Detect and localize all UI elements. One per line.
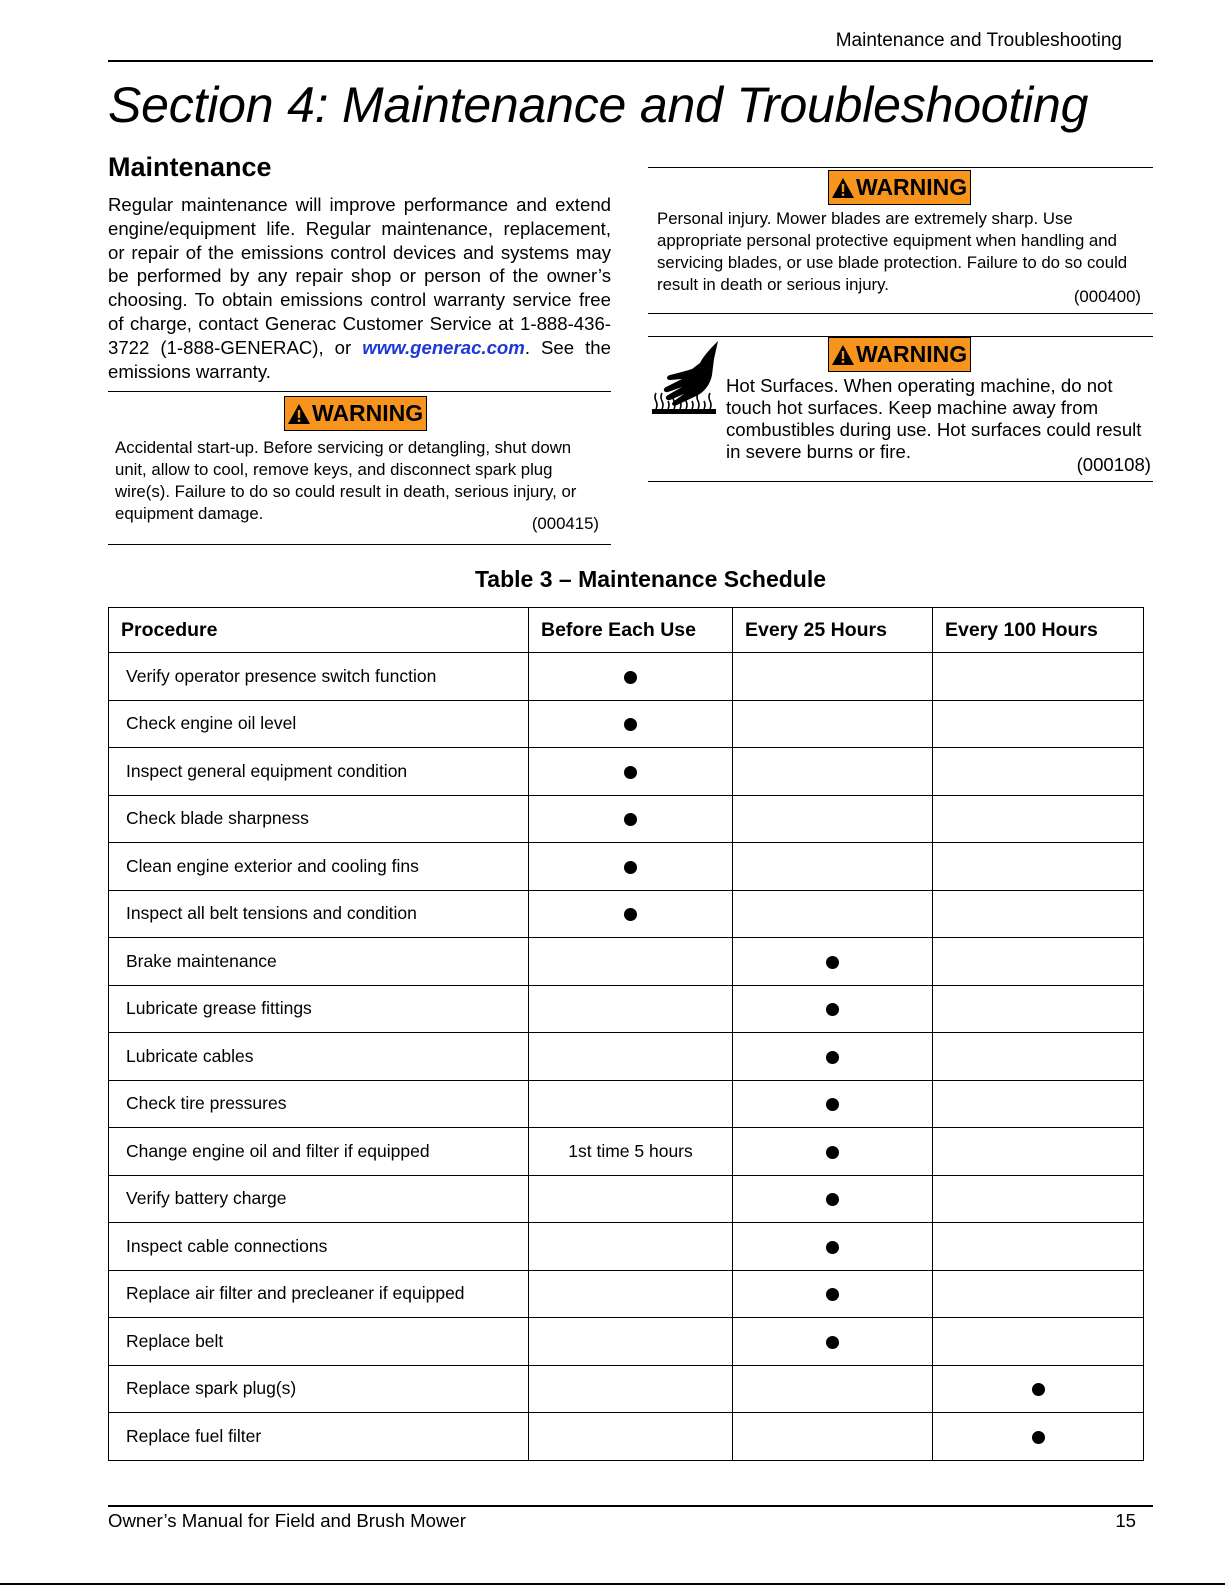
warning-text: Personal injury. Mower blades are extremely sharp. Use appropriate personal protective equipment when handling and servicing blades, or use blade protection. Failure to do so could result in death or serious injury. [657,209,1128,294]
table-header-row [109,608,1144,653]
procedure-cell: Replace spark plug(s) [109,1365,529,1413]
schedule-cell-every-100 [933,653,1144,701]
warning-text: Hot Surfaces. When operating machine, do not touch hot surfaces. Keep machine away from combustibles during use. Hot surfaces could result in severe burns or fire. [726,375,1142,462]
bullet-mark [624,813,637,826]
table-row [109,890,1144,938]
schedule-cell-every-25 [733,700,933,748]
schedule-cell-every-100 [933,795,1144,843]
bullet-mark [624,861,637,874]
schedule-cell-every-100 [933,1365,1144,1413]
procedure-cell: Lubricate grease fittings [109,985,529,1033]
column-header-before-each-use: Before Each Use [529,608,733,653]
schedule-cell-every-25 [733,1033,933,1081]
schedule-cell-before-each-use [529,843,733,891]
section-title: Section 4: Maintenance and Troubleshooting [108,77,1089,133]
procedure-cell: Check blade sharpness [109,795,529,843]
footer-rule [108,1505,1153,1507]
schedule-note: 1st time 5 hours [568,1140,693,1161]
schedule-cell-every-100 [933,1080,1144,1128]
bullet-mark [826,1193,839,1206]
schedule-cell-every-100 [933,938,1144,986]
warning-code: (000108) [1076,454,1151,475]
running-header: Maintenance and Troubleshooting [835,30,1122,51]
schedule-cell-every-25 [733,843,933,891]
generac-website-link[interactable]: www.generac.com [362,336,525,358]
table-title: Table 3 – Maintenance Schedule [474,566,827,592]
schedule-cell-every-25 [733,985,933,1033]
schedule-cell-before-each-use [529,890,733,938]
table-row [109,1270,1144,1318]
schedule-cell-every-25 [733,1223,933,1271]
table-row [109,795,1144,843]
page-number: 15 [1115,1510,1136,1531]
column-header-every-25-hours: Every 25 Hours [733,608,933,653]
warning-accidental-startup [108,391,611,545]
header-rule [108,60,1153,62]
bullet-mark [624,671,637,684]
bullet-mark [1032,1383,1045,1396]
warning-label: WARNING [856,174,968,200]
procedure-cell: Clean engine exterior and cooling fins [109,843,529,891]
procedure-cell: Verify operator presence switch function [109,653,529,701]
table-body [109,653,1144,1461]
column-header-procedure: Procedure [109,608,529,653]
schedule-cell-before-each-use [529,1128,733,1176]
table-row [109,748,1144,796]
schedule-cell-before-each-use [529,653,733,701]
bullet-mark [826,956,839,969]
schedule-cell-every-25 [733,1413,933,1461]
table-row [109,938,1144,986]
schedule-cell-before-each-use [529,748,733,796]
bullet-mark [826,1051,839,1064]
schedule-cell-before-each-use [529,985,733,1033]
bullet-mark [826,1146,839,1159]
table-row [109,1223,1144,1271]
procedure-cell: Check engine oil level [109,700,529,748]
warning-label: WARNING [856,341,968,367]
procedure-cell: Inspect general equipment condition [109,748,529,796]
alert-triangle-icon [831,344,855,366]
procedure-cell: Check tire pressures [109,1080,529,1128]
schedule-cell-every-100 [933,1128,1144,1176]
column-header-every-100-hours: Every 100 Hours [933,608,1144,653]
schedule-cell-before-each-use [529,1270,733,1318]
schedule-cell-every-100 [933,890,1144,938]
schedule-cell-every-25 [733,748,933,796]
procedure-cell: Lubricate cables [109,1033,529,1081]
bullet-mark [1032,1431,1045,1444]
schedule-cell-before-each-use [529,1080,733,1128]
procedure-cell: Inspect all belt tensions and condition [109,890,529,938]
schedule-cell-every-25 [733,1365,933,1413]
table-row [109,1128,1144,1176]
warning-text: Accidental start-up. Before servicing or detangling, shut down unit, allow to cool, remove keys, and disconnect spark plug wire(s). Failure to do so could result in death, serious injury, or equipment damage. [115,438,577,523]
schedule-cell-before-each-use [529,1413,733,1461]
schedule-cell-before-each-use [529,1318,733,1366]
maintenance-text-end: . See the emissions warranty. [108,336,611,382]
maintenance-text: Regular maintenance will improve performance and extend engine/equipment life. Regular maintenance, replacement, or repair of the emissions control devices and systems may be performed by any repair shop or person of the owner’s choosing. To obtain emissions control warranty service free of charge, contact Generac Customer Service at 1-888-436-3722 (1-888-GENERAC), or [108,194,611,358]
schedule-cell-every-25 [733,1318,933,1366]
table-row [109,1175,1144,1223]
schedule-cell-every-25 [733,1270,933,1318]
procedure-cell: Replace belt [109,1318,529,1366]
maintenance-paragraph [108,193,611,383]
schedule-cell-every-100 [933,1033,1144,1081]
hot-surface-icon [652,339,720,415]
warning-hot-surfaces [648,336,1153,482]
procedure-cell: Verify battery charge [109,1175,529,1223]
bullet-mark [826,1098,839,1111]
warning-sharp-blades [648,167,1153,314]
warning-badge [284,396,427,431]
procedure-cell: Replace fuel filter [109,1413,529,1461]
schedule-cell-every-25 [733,795,933,843]
schedule-cell-every-25 [733,1175,933,1223]
schedule-cell-before-each-use [529,1033,733,1081]
procedure-cell: Brake maintenance [109,938,529,986]
schedule-cell-before-each-use [529,795,733,843]
table-row [109,1318,1144,1366]
schedule-cell-every-100 [933,843,1144,891]
table-row [109,843,1144,891]
schedule-cell-every-100 [933,700,1144,748]
procedure-cell: Change engine oil and filter if equipped [109,1128,529,1176]
table-row [109,1413,1144,1461]
bullet-mark [826,1241,839,1254]
procedure-cell: Inspect cable connections [109,1223,529,1271]
schedule-cell-before-each-use [529,1223,733,1271]
bullet-mark [624,718,637,731]
table-row [109,1080,1144,1128]
warning-code: (000415) [531,514,599,533]
bullet-mark [826,1003,839,1016]
maintenance-heading: Maintenance [108,152,272,182]
bullet-mark [826,1336,839,1349]
schedule-cell-every-25 [733,653,933,701]
table-row [109,1033,1144,1081]
schedule-cell-every-100 [933,1175,1144,1223]
table-row [109,985,1144,1033]
schedule-cell-every-100 [933,1223,1144,1271]
schedule-cell-before-each-use [529,1175,733,1223]
schedule-cell-every-25 [733,938,933,986]
alert-triangle-icon [831,177,855,199]
table-row [109,700,1144,748]
bullet-mark [624,908,637,921]
warning-badge [828,337,971,372]
warning-badge [828,170,971,205]
table-row [109,1365,1144,1413]
warning-label: WARNING [312,400,424,426]
schedule-cell-every-25 [733,890,933,938]
schedule-cell-every-100 [933,1318,1144,1366]
maintenance-schedule-table [108,607,1144,1461]
table-row [109,653,1144,701]
schedule-cell-before-each-use [529,938,733,986]
bullet-mark [826,1288,839,1301]
schedule-cell-every-25 [733,1080,933,1128]
bullet-mark [624,766,637,779]
procedure-cell: Replace air filter and precleaner if equipped [109,1270,529,1318]
schedule-cell-every-100 [933,985,1144,1033]
schedule-cell-before-each-use [529,1365,733,1413]
schedule-cell-every-100 [933,1413,1144,1461]
schedule-cell-before-each-use [529,700,733,748]
schedule-cell-every-100 [933,1270,1144,1318]
footer-manual-title: Owner’s Manual for Field and Brush Mower [108,1510,466,1531]
schedule-cell-every-25 [733,1128,933,1176]
warning-code: (000400) [1073,287,1141,306]
alert-triangle-icon [287,403,311,425]
schedule-cell-every-100 [933,748,1144,796]
